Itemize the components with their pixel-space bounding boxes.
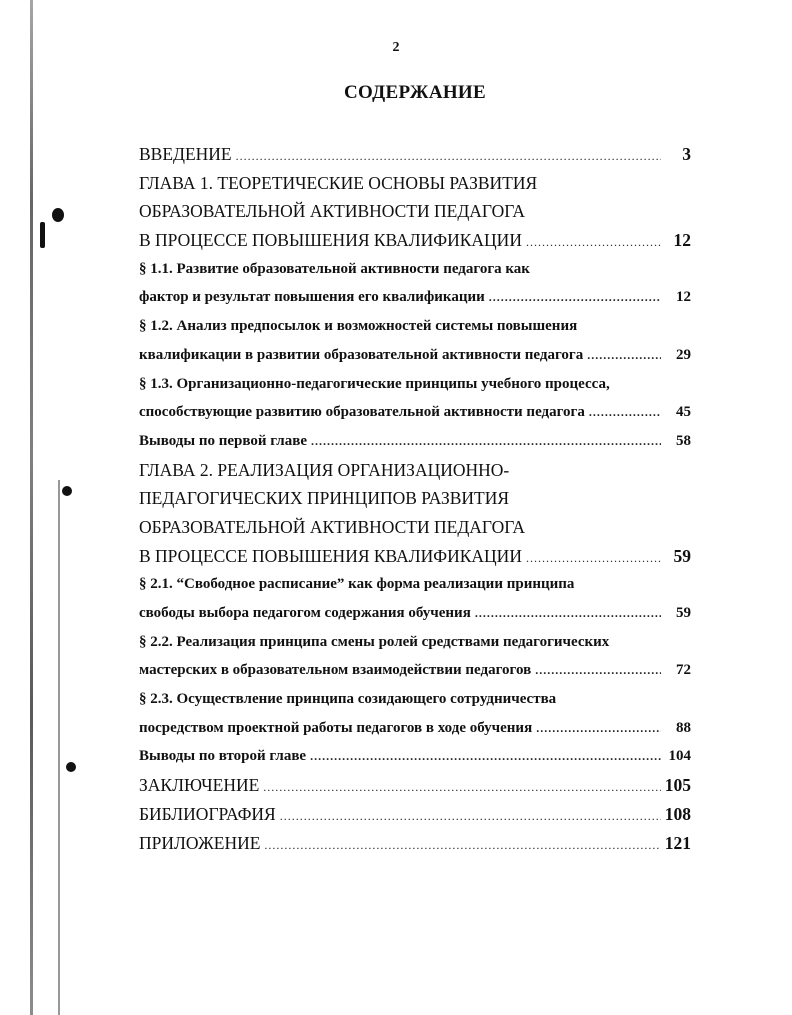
toc-entry-page: 12	[676, 289, 691, 306]
toc-entry	[139, 312, 691, 341]
toc-entry	[139, 484, 691, 513]
toc-leader-dots	[526, 228, 661, 257]
toc-entry-page: 3	[682, 144, 691, 164]
ink-blot	[66, 762, 76, 772]
toc-entry	[139, 456, 691, 485]
toc-entry	[139, 829, 691, 858]
toc-entry	[139, 197, 691, 226]
toc-entry-page: 59	[673, 545, 691, 566]
toc-leader-dots	[311, 427, 661, 456]
page-number: 2	[392, 40, 400, 55]
toc-entry-text: Выводы по первой главе	[139, 432, 307, 449]
toc-entry-text: ГЛАВА 1. ТЕОРЕТИЧЕСКИЕ ОСНОВЫ РАЗВИТИЯ	[139, 172, 538, 193]
toc-entry	[139, 742, 691, 771]
toc-entry-text: мастерских в образовательном взаимодействии педагогов	[139, 662, 532, 679]
toc-entry	[139, 628, 691, 657]
toc-entry-text: ВВЕДЕНИЕ	[139, 144, 232, 164]
toc-entry-page: 59	[676, 605, 691, 621]
toc-entry-text: § 1.1. Развитие образовательной активности педагога как	[139, 260, 530, 277]
toc-entry-text: способствующие развитию образовательной активности педагога	[139, 404, 585, 421]
toc-entry-page: 105	[664, 775, 691, 796]
ink-blot	[40, 222, 45, 248]
toc-entry	[139, 800, 691, 829]
toc-entry-page: 121	[664, 832, 691, 853]
toc-entry-page: 88	[676, 719, 691, 736]
toc-entry	[139, 341, 691, 370]
toc-entry	[139, 570, 691, 599]
toc-entry	[139, 427, 691, 456]
toc-leader-dots	[589, 398, 661, 427]
toc-entry	[139, 283, 691, 312]
toc-entry-text: В ПРОЦЕССЕ ПОВЫШЕНИЯ КВАЛИФИКАЦИИ	[139, 230, 522, 251]
toc-leader-dots	[280, 802, 661, 831]
toc-entry	[139, 513, 691, 542]
toc-leader-dots	[264, 831, 660, 860]
toc-entry	[139, 599, 691, 628]
scan-edge-left	[30, 0, 33, 1015]
toc-entry-text: ОБРАЗОВАТЕЛЬНОЙ АКТИВНОСТИ ПЕДАГОГА	[139, 201, 526, 222]
toc-leader-dots	[536, 714, 661, 743]
toc-entry-text: ПРИЛОЖЕНИЕ	[139, 832, 261, 853]
ink-blot	[52, 208, 64, 222]
scan-edge-inner	[58, 480, 60, 1015]
toc-entry-page: 58	[676, 432, 691, 449]
toc-leader-dots	[526, 544, 661, 573]
toc-entry-page: 104	[668, 748, 691, 765]
toc-entry-text: ГЛАВА 2. РЕАЛИЗАЦИЯ ОРГАНИЗАЦИОННО-	[139, 459, 510, 480]
toc-leader-dots	[263, 773, 660, 802]
toc-entry-text: ЗАКЛЮЧЕНИЕ	[139, 775, 260, 796]
toc-entry-text: § 2.1. “Свободное расписание” как форма реализации принципа	[139, 576, 575, 593]
toc-entry-text: § 1.3. Организационно-педагогические принципы учебного процесса,	[139, 375, 610, 392]
toc-entry-text: Выводы по второй главе	[139, 748, 307, 765]
toc-entry-page: 72	[676, 662, 691, 679]
toc-entry	[139, 140, 691, 169]
toc-entry	[139, 370, 691, 399]
toc-entry-page: 29	[676, 346, 691, 363]
toc-entry-page: 12	[673, 230, 691, 251]
toc-entry-text: § 2.2. Реализация принципа смены ролей средствами педагогических	[139, 633, 610, 650]
toc-entry-text: фактор и результат повышения его квалификации	[139, 289, 485, 306]
toc-entry-text: квалификации в развитии образовательной активности педагога	[139, 346, 584, 363]
toc-leader-dots	[236, 142, 661, 171]
toc-entry	[139, 542, 691, 571]
toc-leader-dots	[475, 599, 661, 628]
ink-blot	[62, 486, 72, 496]
table-of-contents	[139, 140, 691, 857]
toc-entry-page: 45	[676, 404, 691, 421]
page-title: СОДЕРЖАНИЕ	[344, 82, 486, 103]
toc-entry	[139, 714, 691, 743]
toc-entry	[139, 398, 691, 427]
toc-leader-dots	[489, 283, 661, 312]
toc-leader-dots	[310, 742, 661, 771]
toc-entry	[139, 255, 691, 284]
toc-entry	[139, 169, 691, 198]
toc-entry-page: 108	[664, 803, 691, 824]
toc-entry-text: ПЕДАГОГИЧЕСКИХ ПРИНЦИПОВ РАЗВИТИЯ	[139, 488, 510, 509]
toc-entry-text: БИБЛИОГРАФИЯ	[139, 803, 276, 824]
toc-entry	[139, 226, 691, 255]
toc-entry-text: В ПРОЦЕССЕ ПОВЫШЕНИЯ КВАЛИФИКАЦИИ	[139, 545, 522, 566]
toc-entry-text: ОБРАЗОВАТЕЛЬНОЙ АКТИВНОСТИ ПЕДАГОГА	[139, 516, 526, 537]
toc-leader-dots	[535, 656, 661, 685]
toc-entry-text: посредством проектной работы педагогов в ходе обучения	[139, 719, 533, 736]
toc-leader-dots	[587, 341, 661, 370]
toc-entry	[139, 656, 691, 685]
toc-entry	[139, 685, 691, 714]
toc-entry-text: свободы выбора педагогом содержания обучения	[139, 605, 471, 621]
toc-entry-text: § 2.3. Осуществление принципа созидающего сотрудничества	[139, 691, 557, 708]
toc-entry-text: § 1.2. Анализ предпосылок и возможностей системы повышения	[139, 318, 578, 335]
toc-entry	[139, 771, 691, 800]
